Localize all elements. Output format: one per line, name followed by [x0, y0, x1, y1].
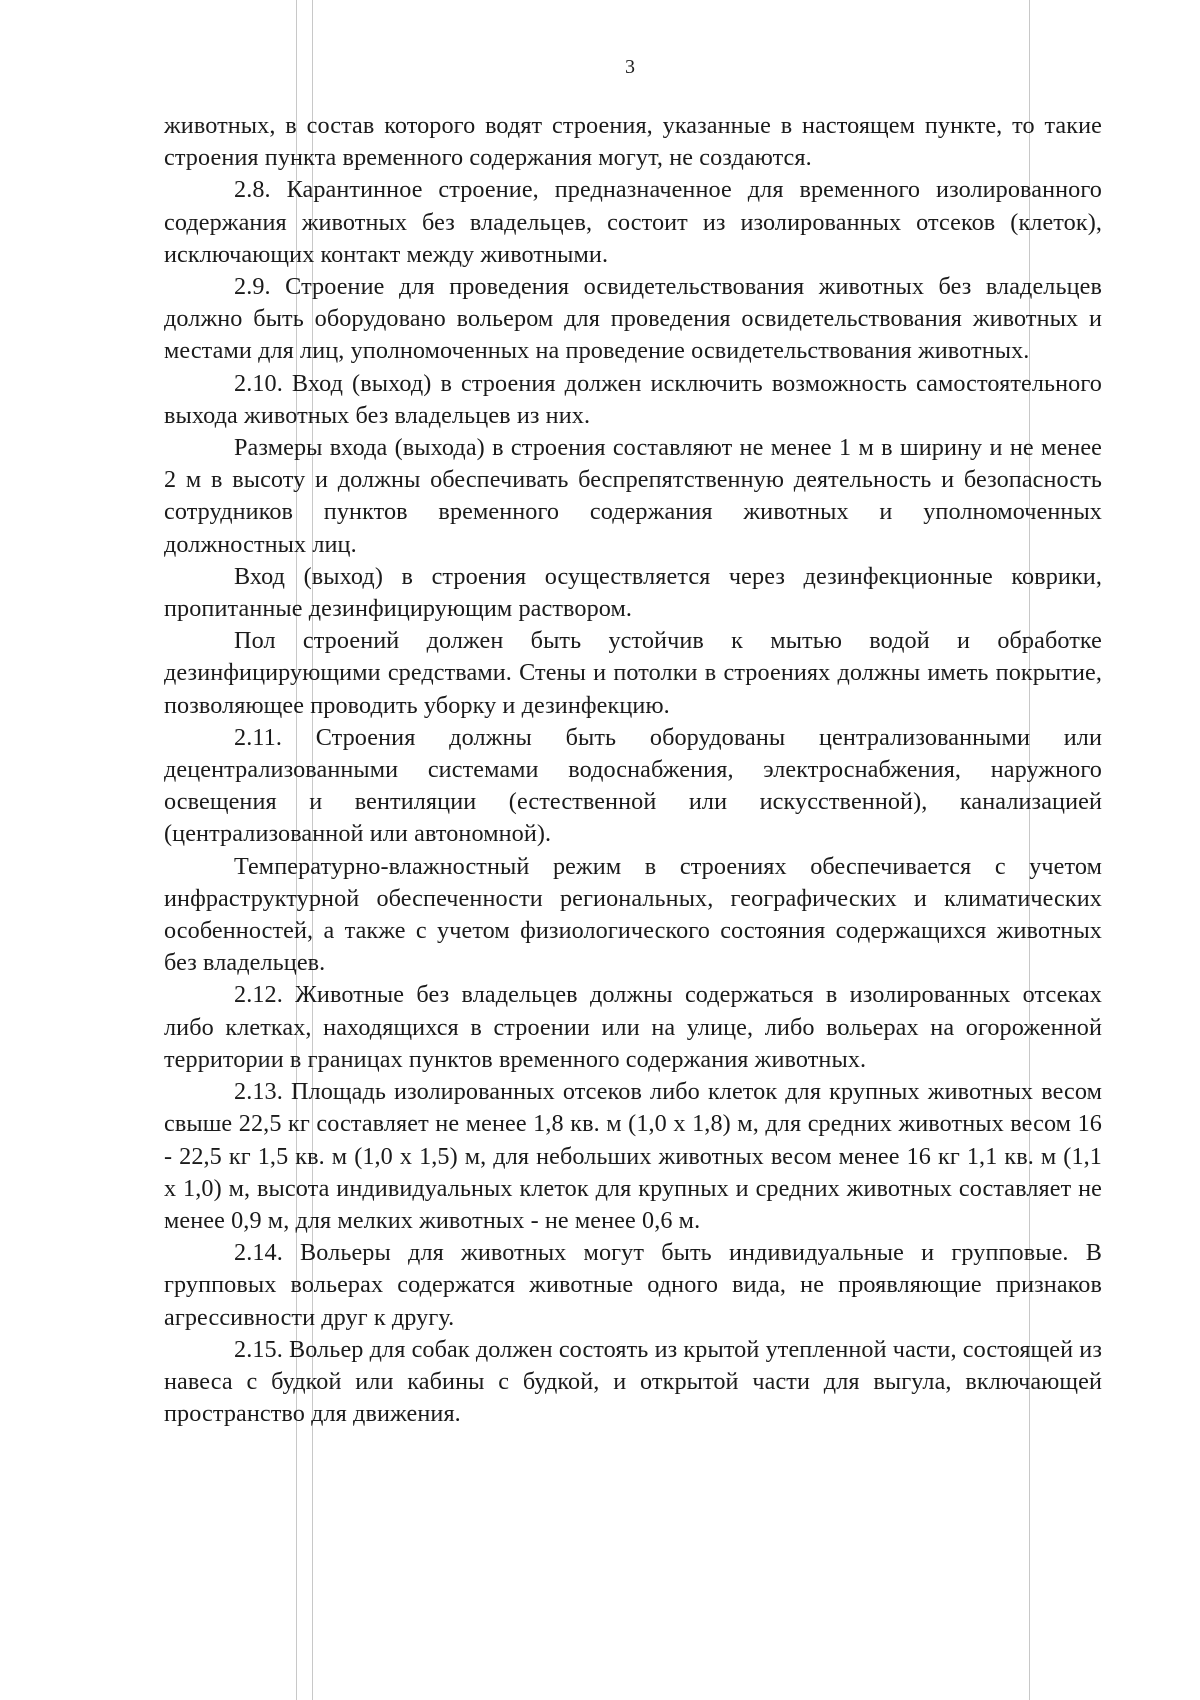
document-body — [164, 110, 1102, 1430]
paragraph: 2.15. Вольер для собак должен состоять из крытой утепленной части, состоящей из навеса с будкой или кабины с будкой, и открытой части для выгула, включающей пространство для движения. — [164, 1335, 1102, 1428]
paragraph: Вход (выход) в строения осуществляется через дезинфекционные коврики, пропитанные дезинфицирующим раствором. — [164, 562, 1102, 623]
paragraph: 2.8. Карантинное строение, предназначенное для временного изолированного содержания животных без владельцев, состоит из изолированных отсеков (клеток), исключающих контакт между животными. — [164, 176, 1102, 268]
paragraph: 2.12. Животные без владельцев должны содержаться в изолированных отсеках либо клетках, находящихся в строении или на улице, либо вольерах на огороженной территории в границах пунктов временного содержания животных. — [164, 981, 1102, 1073]
paragraph: 2.14. Вольеры для животных могут быть индивидуальные и групповые. В групповых вольерах содержатся животные одного вида, не проявляющие признаков агрессивности друг к другу. — [164, 1239, 1102, 1331]
paragraph: 2.13. Площадь изолированных отсеков либо клеток для крупных животных весом свыше 22,5 кг составляет не менее 1,8 кв. м (1,0 х 1,8) м, для средних животных весом 16 - 22,5 кг 1,5 кв. м (1,0 х 1,5) м, для небольших животных весом менее 16 кг 1,1 кв. м (1,1 х 1,0) м, высота индивидуальных клеток для крупных и средних животных составляет не менее 0,9 м, для мелких животных - не менее 0,6 м. — [164, 1078, 1102, 1234]
page-number: 3 — [625, 56, 635, 78]
paragraph: Пол строений должен быть устойчив к мытью водой и обработке дезинфицирующими средствами. Стены и потолки в строениях должны иметь покрытие, позволяющее проводить уборку и дезинфекцию. — [164, 627, 1102, 719]
paragraph: животных, в состав которого водят строения, указанные в настоящем пункте, то такие строения пункта временного содержания могут, не создаются. — [164, 112, 1102, 172]
paragraph: 2.9. Строение для проведения освидетельствования животных без владельцев должно быть оборудовано вольером для проведения освидетельствования животных и местами для лиц, уполномоченных на проведение освидетельствования животных. — [164, 273, 1102, 365]
paragraph: Температурно-влажностный режим в строениях обеспечивается с учетом инфраструктурной обеспеченности региональных, географических и климатических особенностей, а также с учетом физиологического состояния содержащихся животных без владельцев. — [164, 852, 1102, 977]
paragraph: Размеры входа (выхода) в строения составляют не менее 1 м в ширину и не менее 2 м в высоту и должны обеспечивать беспрепятственную деятельность и безопасность сотрудников пунктов временного содержания животных и уполномоченных должностных лиц. — [164, 434, 1102, 558]
paragraph: 2.10. Вход (выход) в строения должен исключить возможность самостоятельного выхода животных без владельцев из них. — [164, 369, 1102, 429]
paragraph: 2.11. Строения должны быть оборудованы централизованными или децентрализованными системами водоснабжения, электроснабжения, наружного освещения и вентиляции (естественной или искусственной), канализацией (централизованной или автономной). — [164, 723, 1102, 848]
